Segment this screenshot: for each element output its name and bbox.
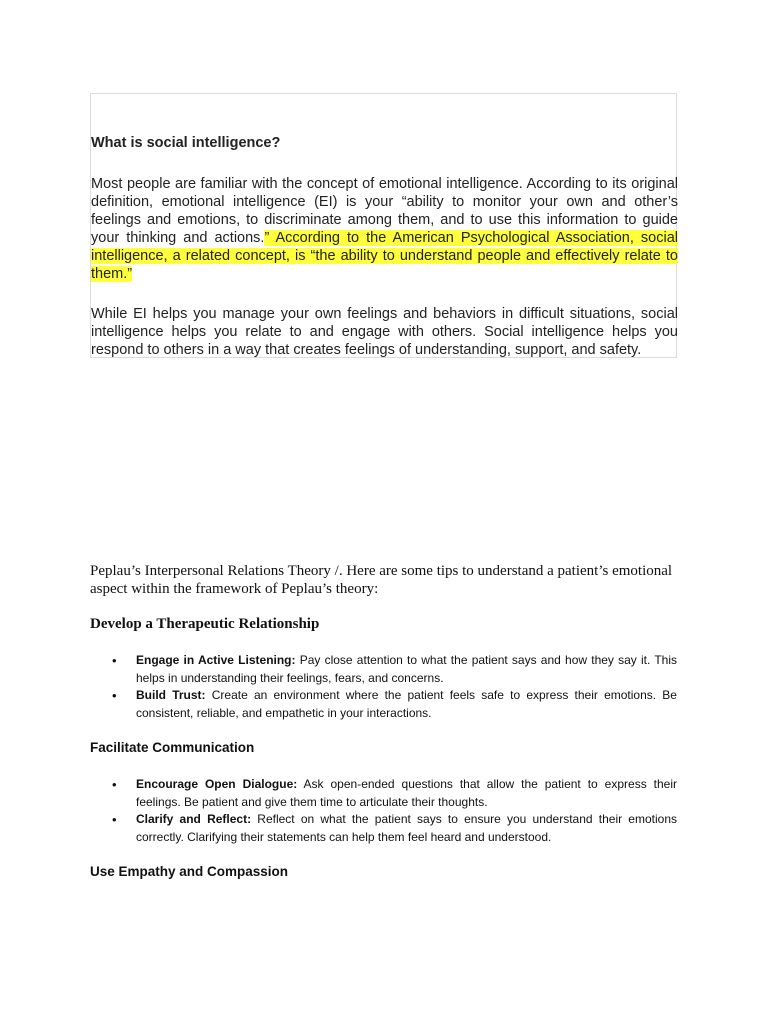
section-title-communication: Facilitate Communication [90,740,255,755]
section-title-empathy: Use Empathy and Compassion [90,864,289,879]
list-item-text: Ask open-ended questions that allow the patient to express their feelings. Be patient and give them time to articulate their thoughts. [136,777,677,809]
list-item-term: Build Trust: [136,688,206,702]
list-item-term: Encourage Open Dialogue: [136,777,298,791]
box-paragraph-1-highlight: ” According to the American Psychological Association, social intelligence, a related concept, is “the ability to understand people and effectively relate to them.” [91,230,678,282]
list-item-text: Reflect on what the patient says to ensure you understand their emotions correctly. Clarifying their statements can help them feel heard and understood. [136,812,677,844]
list-item [90,776,677,811]
section-title-therapeutic: Develop a Therapeutic Relationship [90,616,320,632]
list-item-term: Engage in Active Listening: [136,653,296,667]
list-therapeutic [90,652,677,722]
list-item-text: Pay close attention to what the patient says and how they say it. This helps in understanding their feelings, fears, and concerns. [136,653,677,685]
box-paragraph-2: While EI helps you manage your own feelings and behaviors in difficult situations, social intelligence helps you relate to and engage with others. Social intelligence helps you respond to others in a way that creates feelings of understanding, support, and safety. [91,306,678,358]
list-item-text: Create an environment where the patient feels safe to express their emotions. Be consistent, reliable, and empathetic in your interactions. [136,688,677,720]
list-item [90,687,677,722]
list-item [90,811,677,846]
box-paragraph-1 [91,175,678,283]
list-item-term: Clarify and Reflect: [136,812,252,826]
box-heading: What is social intelligence? [91,135,281,151]
box-paragraph-1-plain: Most people are familiar with the concept of emotional intelligence. According to its original definition, emotional intelligence (EI) is your “ability to monitor your own and other’s feelings and emotions, to discriminate among them, and to use this information to guide your thinking and actions. [91,176,678,246]
quote-box [90,93,677,358]
list-item [90,652,677,687]
list-communication [90,776,677,846]
intro-paragraph: Peplau’s Interpersonal Relations Theory /. Here are some tips to understand a patient’s emotional aspect within the framework of Peplau’s theory: [90,563,673,597]
